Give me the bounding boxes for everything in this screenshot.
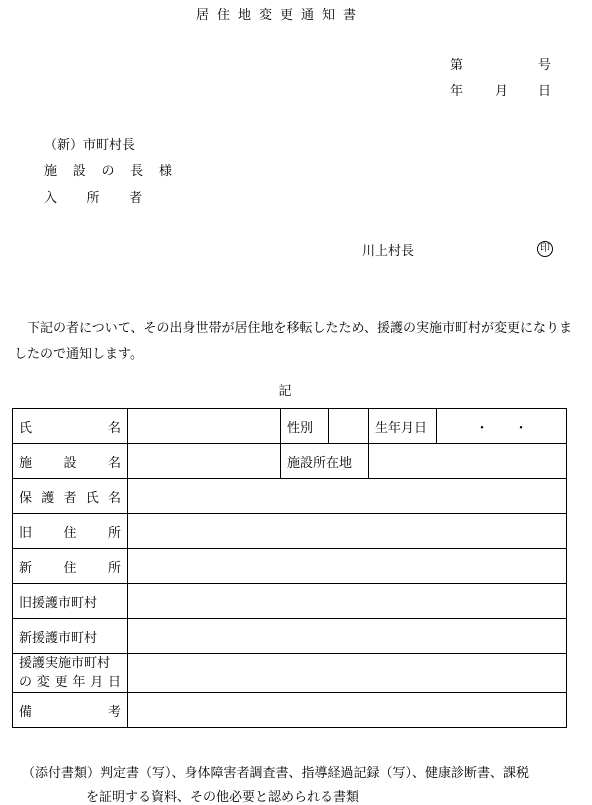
char: 氏 bbox=[85, 490, 99, 506]
remarks-value-cell[interactable] bbox=[128, 693, 567, 728]
char: 所 bbox=[107, 560, 121, 576]
birthdate-value-cell[interactable]: ・ ・ bbox=[437, 409, 567, 444]
char: 護 bbox=[41, 490, 55, 506]
facility-name-label-cell bbox=[13, 444, 128, 479]
gender-label-cell: 性別 bbox=[281, 409, 329, 444]
table-row bbox=[13, 479, 567, 514]
new-municipality-label-cell: 新援護市町村 bbox=[13, 619, 128, 654]
seal-icon: 印 bbox=[537, 241, 553, 257]
char: の bbox=[19, 675, 33, 690]
char: の bbox=[101, 164, 115, 179]
old-address-label-cell bbox=[13, 514, 128, 549]
sender-name: 川上村長 bbox=[362, 244, 415, 259]
addressee-facility-head bbox=[44, 160, 172, 179]
gender-value-cell[interactable] bbox=[329, 409, 369, 444]
char: 名 bbox=[107, 455, 121, 471]
table-row bbox=[13, 514, 567, 549]
char: 考 bbox=[107, 704, 121, 720]
char: 設 bbox=[72, 164, 86, 179]
guardian-name-label-cell bbox=[13, 479, 128, 514]
new-municipality-value-cell[interactable] bbox=[128, 619, 567, 654]
remarks-label-cell bbox=[13, 693, 128, 728]
addressee-municipality: （新）市町村長 bbox=[44, 138, 136, 153]
ki-heading: 記 bbox=[278, 384, 292, 399]
char: 施 bbox=[44, 164, 58, 179]
char: 変 bbox=[36, 675, 50, 690]
new-address-label-cell bbox=[13, 549, 128, 584]
change-date-label-cell bbox=[13, 654, 128, 693]
document-title: 居住地変更通知書 bbox=[195, 8, 364, 23]
notification-table bbox=[12, 408, 567, 728]
char: 日 bbox=[107, 675, 121, 690]
char: 備 bbox=[19, 704, 33, 720]
birthdate-label-cell: 生年月日 bbox=[369, 409, 437, 444]
old-municipality-label-cell: 旧援護市町村 bbox=[13, 584, 128, 619]
facility-location-value-cell[interactable] bbox=[369, 444, 567, 479]
table-row bbox=[13, 549, 567, 584]
attachments-line2: を証明する資料、その他必要と認められる書類 bbox=[86, 790, 360, 805]
change-date-label-line2 bbox=[19, 673, 121, 692]
old-address-value-cell[interactable] bbox=[128, 514, 567, 549]
change-date-label-line1: 援護実施市町村 bbox=[19, 656, 111, 671]
char: 設 bbox=[63, 455, 77, 471]
facility-location-label-cell: 施設所在地 bbox=[281, 444, 369, 479]
table-row bbox=[13, 654, 567, 693]
number-suffix: 号 bbox=[538, 58, 552, 73]
char: 更 bbox=[54, 675, 68, 690]
notice-body: 下記の者について、その出身世帯が居住地を移転したため、援護の実施市町村が変更になりましたので通知します。 bbox=[14, 321, 572, 362]
char: 新 bbox=[19, 560, 33, 576]
table-row bbox=[13, 693, 567, 728]
new-address-value-cell[interactable] bbox=[128, 549, 567, 584]
char: 住 bbox=[63, 525, 77, 541]
char: 所 bbox=[107, 525, 121, 541]
table-row bbox=[13, 619, 567, 654]
table-row bbox=[13, 584, 567, 619]
attachments-line1: （添付書類）判定書（写）、身体障害者調査書、指導経過記録（写）、健康診断書、課税 bbox=[22, 766, 530, 781]
char: 保 bbox=[19, 490, 33, 506]
guardian-name-value-cell[interactable] bbox=[128, 479, 567, 514]
date-year-label: 年 bbox=[450, 84, 464, 99]
date-month-label: 月 bbox=[495, 84, 509, 99]
table-row bbox=[13, 444, 567, 479]
date-day-label: 日 bbox=[538, 84, 552, 99]
char: 入 bbox=[44, 191, 58, 206]
char: 年 bbox=[72, 675, 86, 690]
char: 者 bbox=[63, 490, 77, 506]
old-municipality-value-cell[interactable] bbox=[128, 584, 567, 619]
char: 者 bbox=[128, 191, 142, 206]
facility-name-value-cell[interactable] bbox=[128, 444, 281, 479]
name-value-cell[interactable] bbox=[128, 409, 281, 444]
char: 名 bbox=[107, 490, 121, 506]
seal-mark bbox=[537, 240, 553, 257]
char: 住 bbox=[63, 560, 77, 576]
name-label-cell bbox=[13, 409, 128, 444]
change-date-value-cell[interactable] bbox=[128, 654, 567, 693]
number-prefix: 第 bbox=[450, 58, 464, 73]
table-row bbox=[13, 409, 567, 444]
char: 様 bbox=[158, 164, 172, 179]
char: 氏 bbox=[19, 420, 33, 436]
char: 名 bbox=[107, 420, 121, 436]
char: 旧 bbox=[19, 525, 33, 541]
addressee-resident bbox=[44, 187, 142, 206]
char: 長 bbox=[130, 164, 144, 179]
char: 施 bbox=[19, 455, 33, 471]
char: 月 bbox=[90, 675, 104, 690]
char: 所 bbox=[86, 191, 100, 206]
